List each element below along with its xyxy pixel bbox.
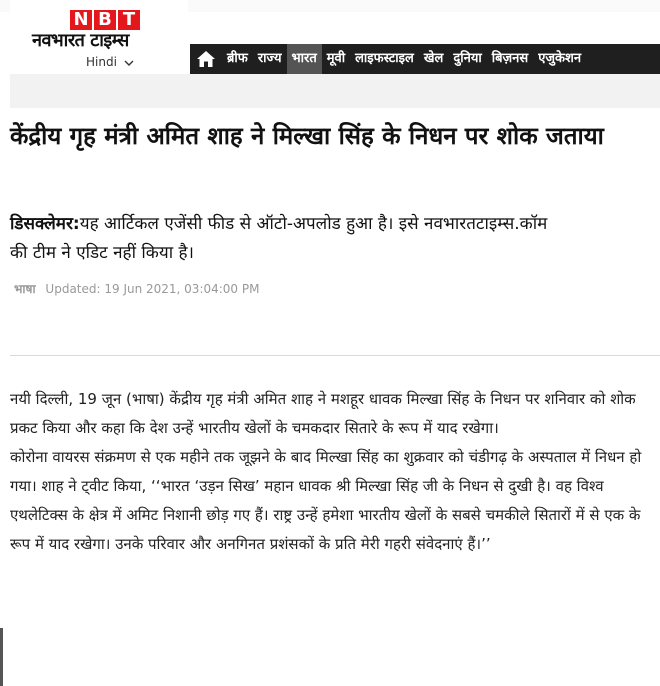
article-paragraph: कोरोना वायरस संक्रमण से एक महीने तक जूझने के बाद मिल्खा सिंह का शुक्रवार को चंडीगढ़ के अस्पताल में निधन हो गया। शाह ने ट्वीट किया, ‘‘भारत ‘उड़न सिख’ महान धावक श्री मिल्खा सिंह जी के निधन से दुखी है। वह विश्व एथलेटिक्स के क्षेत्र में अमिट निशानी छोड़ गए हैं। राष्ट्र उन्हें हमेशा भारतीय खेलों के सबसे चमकीले सितारों में से एक के रूप में याद रखेगा। उनके परिवार और अनगिनत प्रशंसकों के प्रति मेरी गहरी संवेदनाएं हैं।’’ [10,448,642,553]
logo-letter: N [70,10,92,30]
article-title: केंद्रीय गृह मंत्री अमित शाह ने मिल्खा सिंह के निधन पर शोक जताया [10,122,604,150]
ad-band [10,74,660,108]
logo-letter: T [118,10,140,30]
disclaimer-line-1: यह आर्टिकल एजेंसी फीड से ऑटो-अपलोड हुआ है। इसे नवभारतटाइम्स.कॉम [79,214,548,234]
updated-timestamp: Updated: 19 Jun 2021, 03:04:00 PM [45,282,260,296]
nav-item-brief[interactable]: ब्रीफ [227,51,248,66]
disclaimer-line-2: की टीम ने एडिट नहीं किया है। [10,243,194,263]
home-icon [196,50,216,68]
disclaimer-label: डिसक्लेमर: [10,214,80,234]
logo-letter: B [94,10,116,30]
source-label: भाषा [14,282,36,296]
nav-item-business[interactable]: बिज़नस [491,51,529,66]
chevron-down-icon [124,59,134,67]
edition-label: Hindi [86,55,117,69]
nav-item-lifestyle[interactable]: लाइफस्टाइल [355,51,414,66]
site-logo[interactable] [10,0,188,74]
scroll-edge [0,628,3,686]
nav-item-education[interactable]: एजुकेशन [538,51,582,66]
article-body [10,385,660,559]
nav-item-movie[interactable]: मूवी [326,51,346,66]
nav-item-sports[interactable]: खेल [423,51,444,66]
nav-item-states[interactable]: राज्य [257,51,282,66]
article-meta [14,282,259,296]
divider [10,355,660,356]
edition-dropdown[interactable] [86,55,134,69]
nav-item-world[interactable]: दुनिया [453,51,482,66]
article-paragraph: नयी दिल्ली, 19 जून (भाषा) केंद्रीय गृह मंत्री अमित शाह ने मशहूर धावक मिल्खा सिंह के निधन पर शनिवार को शोक प्रकट किया और कहा कि देश उन्हें भारतीय खेलों के चमकदार सितारे के रूप में याद रखेगा। [10,390,636,437]
nav-item-india[interactable]: भारत [287,44,322,74]
nav-home[interactable] [190,44,222,74]
nbt-logo-letters [70,10,142,30]
main-nav [190,44,660,74]
logo-hindi-name: नवभारत टाइम्स [32,30,129,51]
disclaimer [10,210,660,268]
